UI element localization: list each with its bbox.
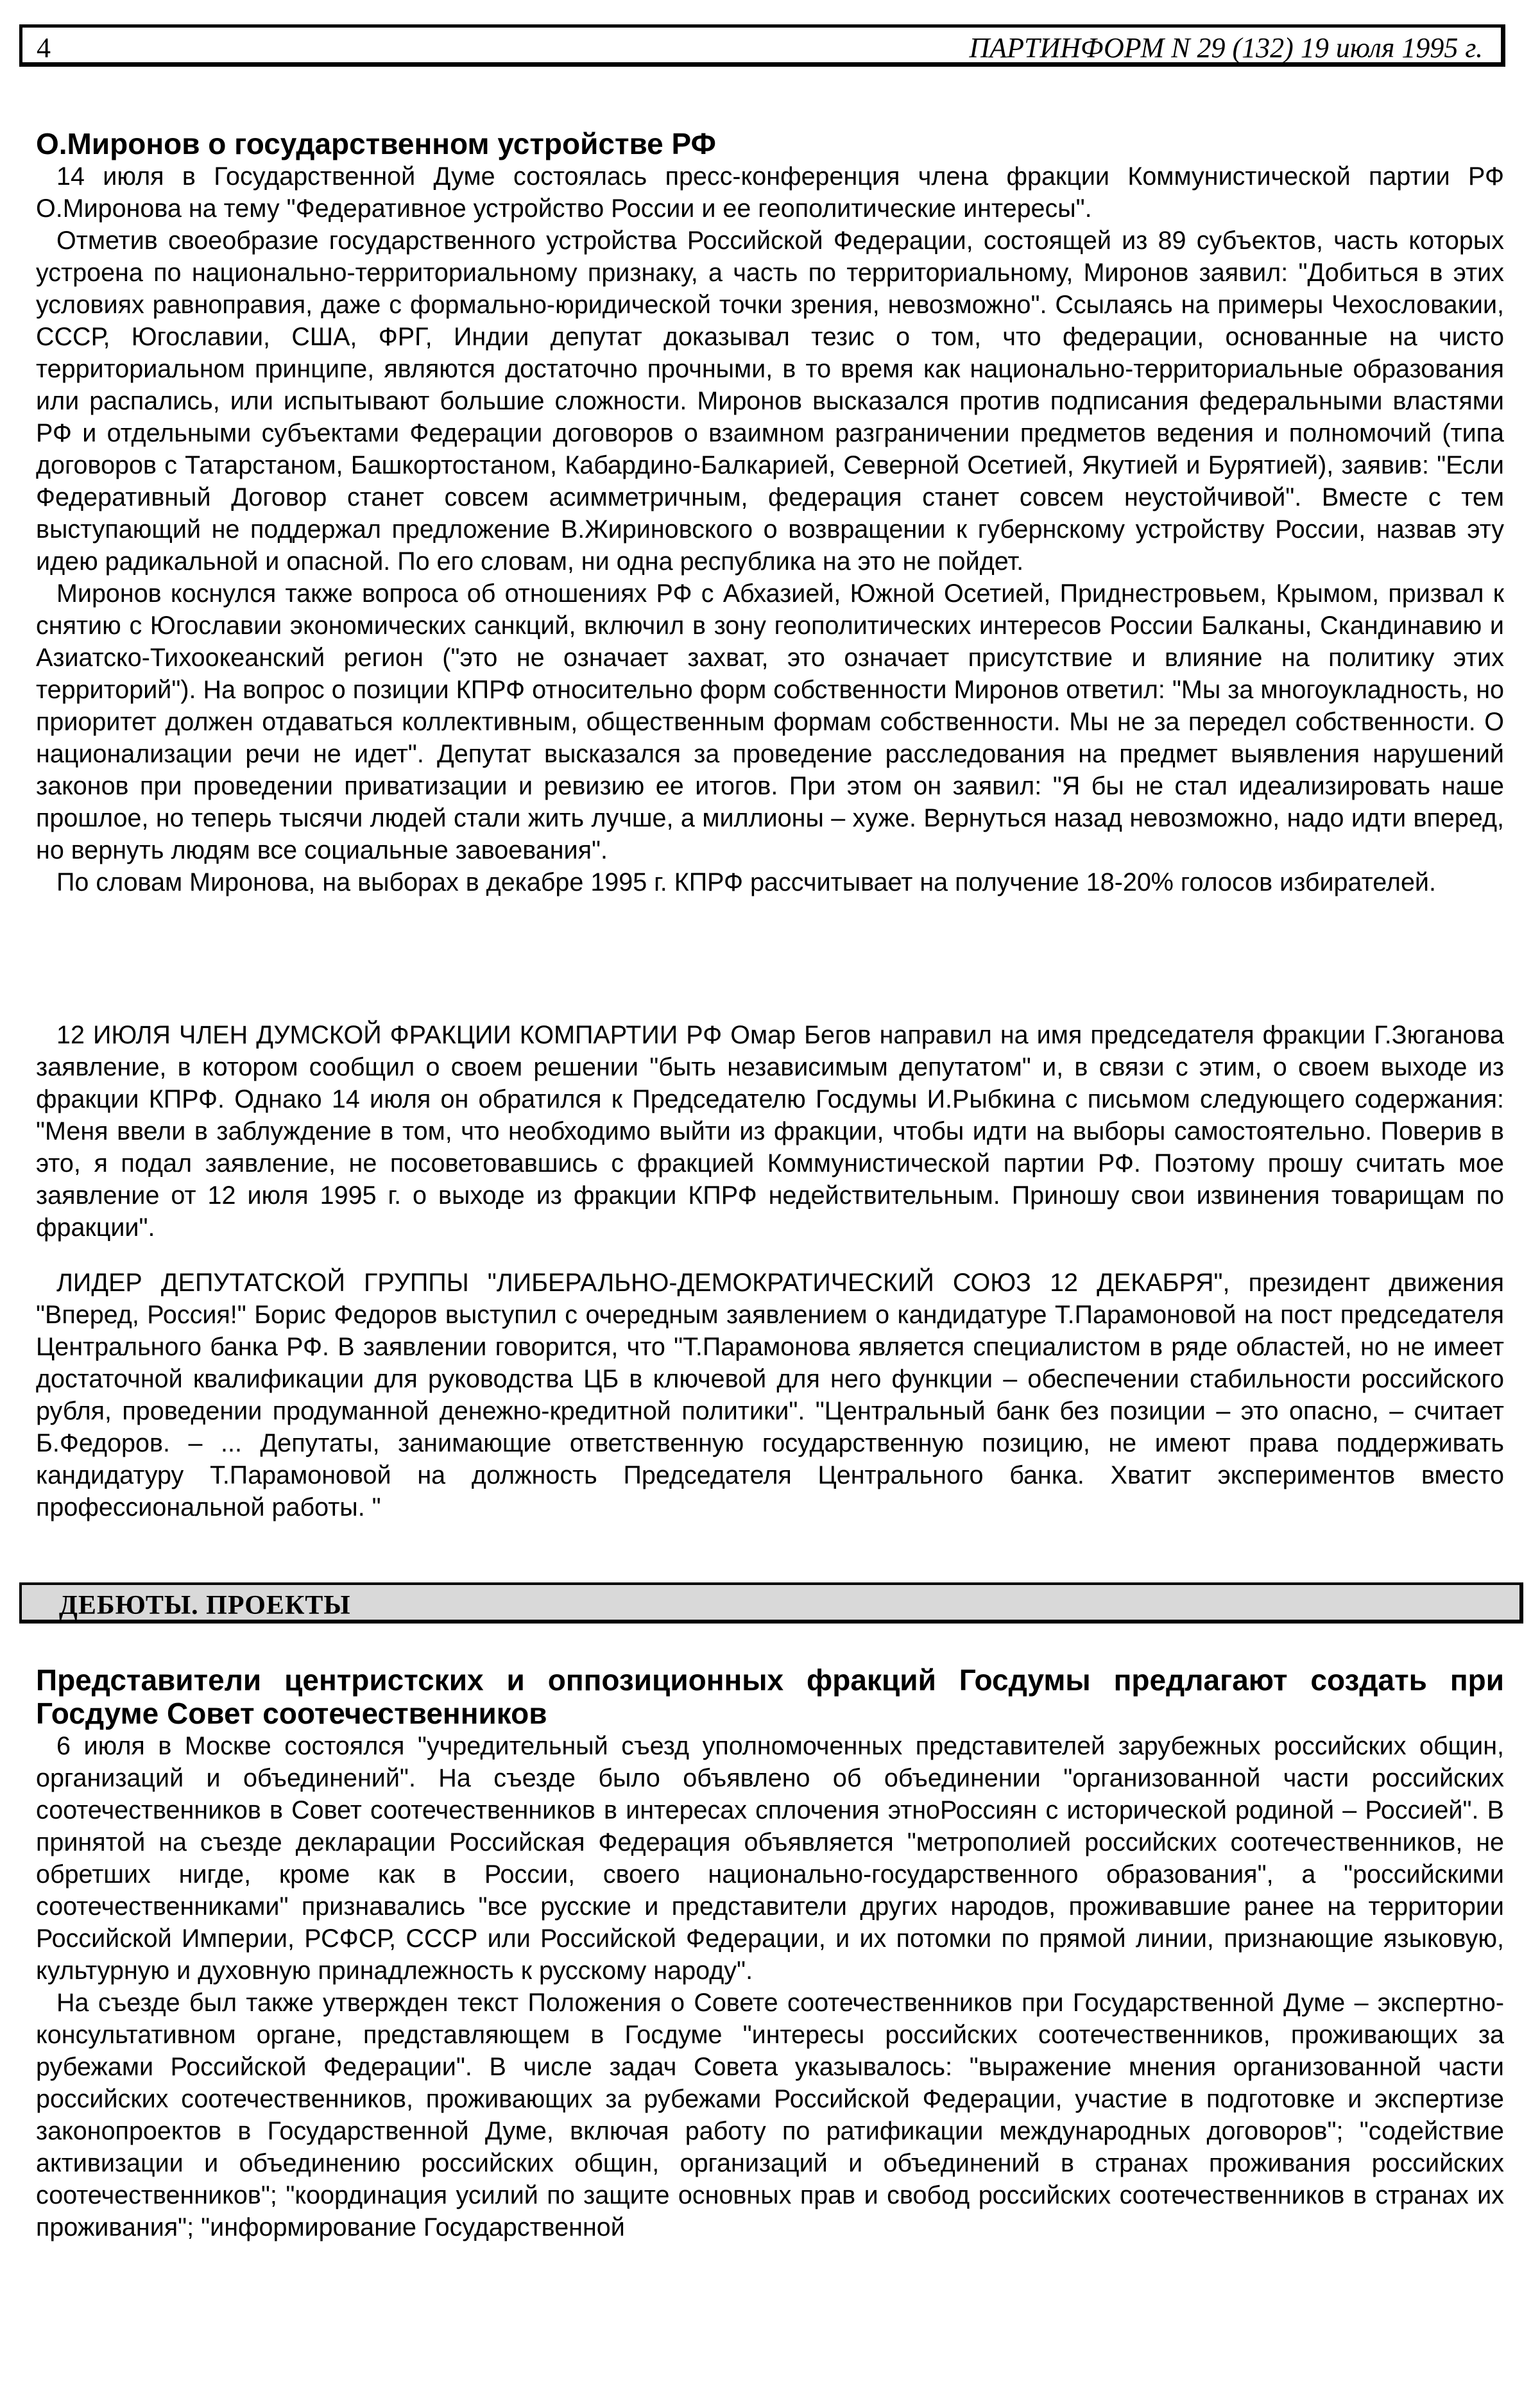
article-paragraph: 6 июля в Москве состоялся "учредительный съезд уполномоченных представителей зарубежных российских общин, организаций и объединений". На съезде было объявлено об объединении "организованной части российских соотечественников в Совет соотечественников в интересах сплочения этноРоссиян с исторической родиной – Россией". В принятой на съезде декларации Российская Федерация объявляется "метрополией российских соотечественников, не обретших нигде, кроме как в России, своего национально-государственного образования", а "российскими соотечественниками" признавались "все русские и представители других народов, проживавшие ранее на территории Российской Империи, РСФСР, СССР или Российской Федерации, и их потомки по прямой линии, признающие языковую, культурную и духовную принадлежность к русскому народу". xyxy=(36,1732,1504,1985)
article-paragraph: Миронов коснулся также вопроса об отношениях РФ с Абхазией, Южной Осетией, Приднестровьем, Крымом, призвал к снятию с Югославии экономических санкций, включил в зону геополитических интересов России Балканы, Скандинавию и Азиатско-Тихоокеанский регион ("это не означает захват, это означает присутствие и влияние на политику этих территорий"). На вопрос о позиции КПРФ относительно форм собственности Миронов ответил: "Мы за многоукладность, но приоритет должен отдаваться коллективным, общественным формам собственности. Мы не за передел собственности. О национализации речи не идет". Депутат высказался за проведение расследования на предмет выявления нарушений законов при проведении приватизации и ревизию ее итогов. При этом он заявил: "Я бы не стал идеализировать наше прошлое, но теперь тысячи людей стали жить лучше, а миллионы – хуже. Вернуться назад невозможно, надо идти вперед, но вернуть людям все социальные завоевания". xyxy=(36,579,1504,864)
news-paragraph: 12 ИЮЛЯ ЧЛЕН ДУМСКОЙ ФРАКЦИИ КОМПАРТИИ РФ Омар Бегов направил на имя председателя фракции Г.Зюганова заявление, в котором сообщил о своем решении "быть независимым депутатом" и, в связи с этим, о своем выходе из фракции КПРФ. Однако 14 июля он обратился к Председателю Госдумы И.Рыбкина с письмом следующего содержания: "Меня ввели в заблуждение в том, что необходимо выйти из фракции, чтобы идти на выборы самостоятельно. Поверив в это, я подал заявление, не посоветовавшись с фракцией Коммунистической партии РФ. Поэтому прошу считать мое заявление от 12 июля 1995 г. о выходе из фракции КПРФ недействительным. Приношу свои извинения товарищам по фракции". xyxy=(36,1021,1504,1242)
article-mironov xyxy=(36,127,1504,898)
news-paragraph: ЛИДЕР ДЕПУТАТСКОЙ ГРУППЫ "ЛИБЕРАЛЬНО-ДЕМОКРАТИЧЕСКИЙ СОЮЗ 12 ДЕКАБРЯ", президент движения "Вперед, Россия!" Борис Федоров выступил с очередным заявлением о кандидатуре Т.Парамоновой на пост председателя Центрального банка РФ. В заявлении говорится, что "Т.Парамонова является специалистом в ряде областей, но не имеет достаточной квалификации для руководства ЦБ в ключевой для него функции – обеспечении стабильности российского рубля, проведении продуманной денежно-кредитной политики". "Центральный банк без позиции – это опасно, – считает Б.Федоров. – ... Депутаты, занимающие ответственную государственную позицию, не имеют права поддерживать кандидатуру Т.Парамоновой на должность Председателя Центрального банка. Хватит экспериментов вместо профессиональной работы. " xyxy=(36,1269,1504,1521)
page-number: 4 xyxy=(37,32,51,64)
section-header xyxy=(19,1582,1523,1624)
issue-info: ПАРТИНФОРМ N 29 (132) 19 июля 1995 г. xyxy=(969,32,1483,64)
section-title: ДЕБЮТЫ. ПРОЕКТЫ xyxy=(59,1591,351,1620)
article-paragraph: На съезде был также утвержден текст Положения о Совете соотечественников при Государственной Думе – экспертно-консультативном органе, представляющем в Госдуме "интересы российских соотечественников, проживающих за рубежами Российской Федерации". В числе задач Совета указывалось: "выражение мнения организованной части российских соотечественников, проживающих за рубежами Российской Федерации, участие в подготовке и экспертизе законопроектов в Государственной Думе, включая работу по ратификации международных договоров"; "содействие активизации и объединению российских общин, организаций и объединений в странах проживания российских соотечественников"; "координация усилий по защите основных прав и свобод российских соотечественников в странах их проживания"; "информирование Государственной xyxy=(36,1989,1504,2241)
article-compatriots xyxy=(36,1663,1504,2243)
article-paragraph: Отметив своеобразие государственного устройства Российской Федерации, состоящей из 89 субъектов, часть которых устроена по национально-территориальному признаку, а часть по территориальному, Миронов заявил: "Добиться в этих условиях равноправия, даже с формально-юридической точки зрения, невозможно". Ссылаясь на примеры Чехословакии, СССР, Югославии, США, ФРГ, Индии депутат доказывал тезис о том, что федерации, основанные на чисто территориальном принципе, являются достаточно прочными, в то время как национально-территориальные образования или распались, или испытывают большие сложности. Миронов высказался против подписания федеральными властями РФ и отдельными субъектами Федерации договоров о взаимном разграничении предметов ведения и полномочий (типа договоров с Татарстаном, Башкортостаном, Кабардино-Балкарией, Северной Осетией, Якутией и Бурятией), заявив: "Если Федеративный Договор станет совсем асимметричным, федерация станет совсем неустойчивой". Вместе с тем выступающий не поддержал предложение В.Жириновского о возвращении к губернскому устройству России, назвав эту идею радикальной и опасной. По его словам, ни одна республика на это не пойдет. xyxy=(36,227,1504,576)
news-item-fedorov xyxy=(36,1267,1504,1523)
page-header xyxy=(19,24,1505,67)
article-title: О.Миронов о государственном устройстве РФ xyxy=(36,127,716,160)
article-paragraph: По словам Миронова, на выборах в декабре 1995 г. КПРФ рассчитывает на получение 18-20% голосов избирателей. xyxy=(56,868,1436,896)
article-paragraph: 14 июля в Государственной Думе состоялась пресс-конференция члена фракции Коммунистической партии РФ О.Миронова на тему "Федеративное устройство России и ее геополитические интересы". xyxy=(36,162,1504,223)
news-item-begov xyxy=(36,1019,1504,1244)
article-title: Представители центристских и оппозиционных фракций Госдумы предлагают создать при Госдуме Совет соотечественников xyxy=(36,1663,1504,1730)
